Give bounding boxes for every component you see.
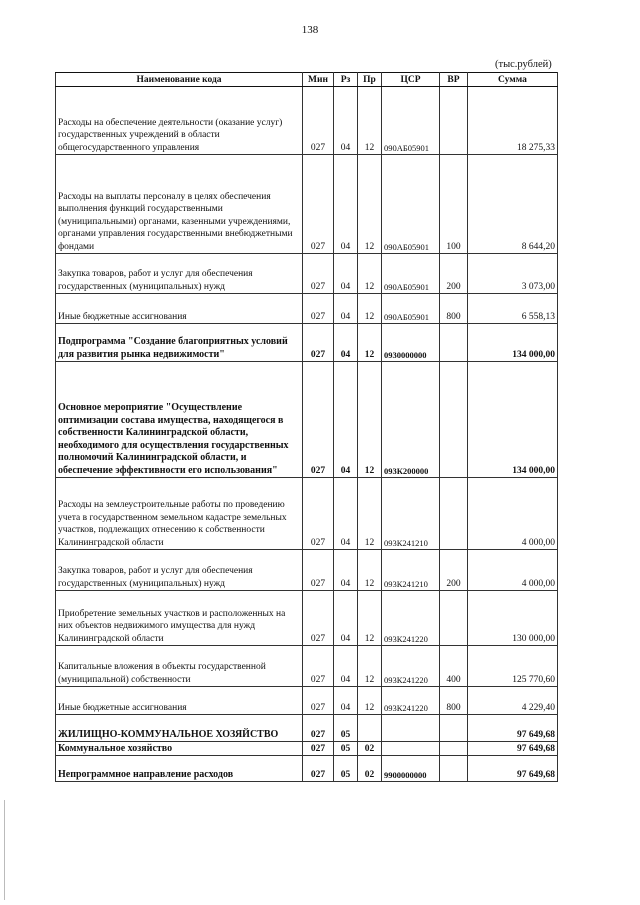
cell-rz: 04: [334, 646, 358, 687]
cell-csr: 0930000000: [382, 324, 440, 362]
table-row: [56, 715, 558, 742]
cell-sum: 134 000,00: [468, 362, 558, 478]
cell-rz: 04: [334, 362, 358, 478]
table-row: [56, 550, 558, 591]
cell-min: 027: [303, 550, 334, 591]
cell-vr: [440, 591, 468, 646]
cell-sum: 134 000,00: [468, 324, 558, 362]
cell-name: Закупка товаров, работ и услуг для обеспечения государственных (муниципальных) нужд: [56, 254, 303, 294]
table-row: [56, 324, 558, 362]
cell-pr: 02: [358, 756, 382, 782]
cell-pr: 12: [358, 324, 382, 362]
cell-pr: 12: [358, 478, 382, 550]
cell-csr: 093К241220: [382, 591, 440, 646]
header-sum: Сумма: [468, 73, 558, 87]
cell-rz: 04: [334, 294, 358, 324]
cell-vr: 200: [440, 550, 468, 591]
page-number: 138: [301, 24, 319, 36]
table-row: [56, 155, 558, 254]
table-row: [56, 362, 558, 478]
cell-name: Коммунальное хозяйство: [56, 742, 303, 756]
table-row: [56, 756, 558, 782]
cell-vr: 800: [440, 294, 468, 324]
cell-csr: [382, 715, 440, 742]
table-row: [56, 742, 558, 756]
cell-min: 027: [303, 254, 334, 294]
cell-name: Капитальные вложения в объекты государственной (муниципальной) собственности: [56, 646, 303, 687]
cell-min: 027: [303, 742, 334, 756]
cell-sum: 130 000,00: [468, 591, 558, 646]
cell-csr: 090АБ05901: [382, 254, 440, 294]
table-row: [56, 87, 558, 155]
cell-rz: 04: [334, 591, 358, 646]
cell-vr: 400: [440, 646, 468, 687]
cell-pr: 12: [358, 362, 382, 478]
cell-name: Приобретение земельных участков и расположенных на них объектов недвижимого имущества для нужд Калининградской области: [56, 591, 303, 646]
header-vr: ВР: [440, 73, 468, 87]
table-row: [56, 646, 558, 687]
cell-name: Закупка товаров, работ и услуг для обеспечения государственных (муниципальных) нужд: [56, 550, 303, 591]
table-row: [56, 591, 558, 646]
cell-rz: 04: [334, 155, 358, 254]
cell-min: 027: [303, 715, 334, 742]
cell-csr: 093К241220: [382, 687, 440, 715]
cell-csr: 090АБ05901: [382, 87, 440, 155]
cell-csr: [382, 742, 440, 756]
cell-rz: 04: [334, 550, 358, 591]
cell-sum: 4 229,40: [468, 687, 558, 715]
cell-sum: 8 644,20: [468, 155, 558, 254]
cell-pr: 02: [358, 742, 382, 756]
cell-min: 027: [303, 294, 334, 324]
header-rz: Рз: [334, 73, 358, 87]
cell-name: Основное мероприятие "Осуществление оптимизации состава имущества, находящегося в собственности Калининградской области, необходимого для осуществления государственных полномочий Калининградской области, и обеспечение эффективности его использования": [56, 362, 303, 478]
cell-vr: [440, 324, 468, 362]
cell-name: Непрограммное направление расходов: [56, 756, 303, 782]
cell-rz: 04: [334, 687, 358, 715]
cell-csr: 9900000000: [382, 756, 440, 782]
cell-vr: 200: [440, 254, 468, 294]
cell-pr: 12: [358, 550, 382, 591]
cell-vr: [440, 478, 468, 550]
cell-name: Расходы на обеспечение деятельности (оказание услуг) государственных учреждений в области общегосударственного управления: [56, 87, 303, 155]
cell-min: 027: [303, 646, 334, 687]
cell-vr: [440, 756, 468, 782]
table-row: [56, 254, 558, 294]
table-header-row: [56, 73, 558, 87]
cell-pr: 12: [358, 687, 382, 715]
cell-vr: [440, 742, 468, 756]
cell-rz: 05: [334, 715, 358, 742]
cell-vr: [440, 87, 468, 155]
cell-min: 027: [303, 591, 334, 646]
cell-pr: [358, 715, 382, 742]
cell-csr: 090АБ05901: [382, 155, 440, 254]
cell-pr: 12: [358, 591, 382, 646]
cell-min: 027: [303, 362, 334, 478]
cell-csr: 093К241210: [382, 550, 440, 591]
cell-vr: 800: [440, 687, 468, 715]
cell-rz: 04: [334, 87, 358, 155]
cell-min: 027: [303, 87, 334, 155]
cell-rz: 05: [334, 756, 358, 782]
cell-min: 027: [303, 155, 334, 254]
cell-sum: 4 000,00: [468, 478, 558, 550]
cell-sum: 4 000,00: [468, 550, 558, 591]
scan-edge-line: [4, 800, 5, 900]
cell-rz: 04: [334, 478, 358, 550]
cell-vr: [440, 362, 468, 478]
cell-name: Подпрограмма "Создание благоприятных условий для развития рынка недвижимости": [56, 324, 303, 362]
cell-sum: 97 649,68: [468, 715, 558, 742]
cell-csr: 090АБ05901: [382, 294, 440, 324]
table-row: [56, 687, 558, 715]
cell-sum: 3 073,00: [468, 254, 558, 294]
cell-rz: 04: [334, 324, 358, 362]
cell-sum: 97 649,68: [468, 756, 558, 782]
header-pr: Пр: [358, 73, 382, 87]
cell-pr: 12: [358, 155, 382, 254]
header-name: Наименование кода: [56, 73, 303, 87]
cell-csr: 093К200000: [382, 362, 440, 478]
cell-sum: 18 275,33: [468, 87, 558, 155]
cell-min: 027: [303, 756, 334, 782]
table-row: [56, 478, 558, 550]
cell-name: Расходы на выплаты персоналу в целях обеспечения выполнения функций государственными (муниципальными) органами, казенными учреждениями, органами управления государственными внебюджетными фондами: [56, 155, 303, 254]
cell-vr: [440, 715, 468, 742]
cell-rz: 05: [334, 742, 358, 756]
cell-name: ЖИЛИЩНО-КОММУНАЛЬНОЕ ХОЗЯЙСТВО: [56, 715, 303, 742]
table-row: [56, 294, 558, 324]
cell-csr: 093К241210: [382, 478, 440, 550]
cell-min: 027: [303, 478, 334, 550]
cell-min: 027: [303, 324, 334, 362]
header-min: Мин: [303, 73, 334, 87]
cell-pr: 12: [358, 87, 382, 155]
cell-name: Расходы на землеустроительные работы по проведению учета в государственном земельном кадастре земельных участков, подлежащих отнесению к собственности Калининградской области: [56, 478, 303, 550]
cell-sum: 6 558,13: [468, 294, 558, 324]
cell-min: 027: [303, 687, 334, 715]
header-csr: ЦСР: [382, 73, 440, 87]
cell-sum: 125 770,60: [468, 646, 558, 687]
cell-name: Иные бюджетные ассигнования: [56, 687, 303, 715]
cell-rz: 04: [334, 254, 358, 294]
cell-pr: 12: [358, 646, 382, 687]
cell-sum: 97 649,68: [468, 742, 558, 756]
budget-table: [55, 72, 558, 782]
cell-pr: 12: [358, 254, 382, 294]
unit-label: (тыс.рублей): [495, 59, 552, 70]
cell-name: Иные бюджетные ассигнования: [56, 294, 303, 324]
cell-csr: 093К241220: [382, 646, 440, 687]
cell-vr: 100: [440, 155, 468, 254]
table-body: [56, 87, 558, 782]
cell-pr: 12: [358, 294, 382, 324]
